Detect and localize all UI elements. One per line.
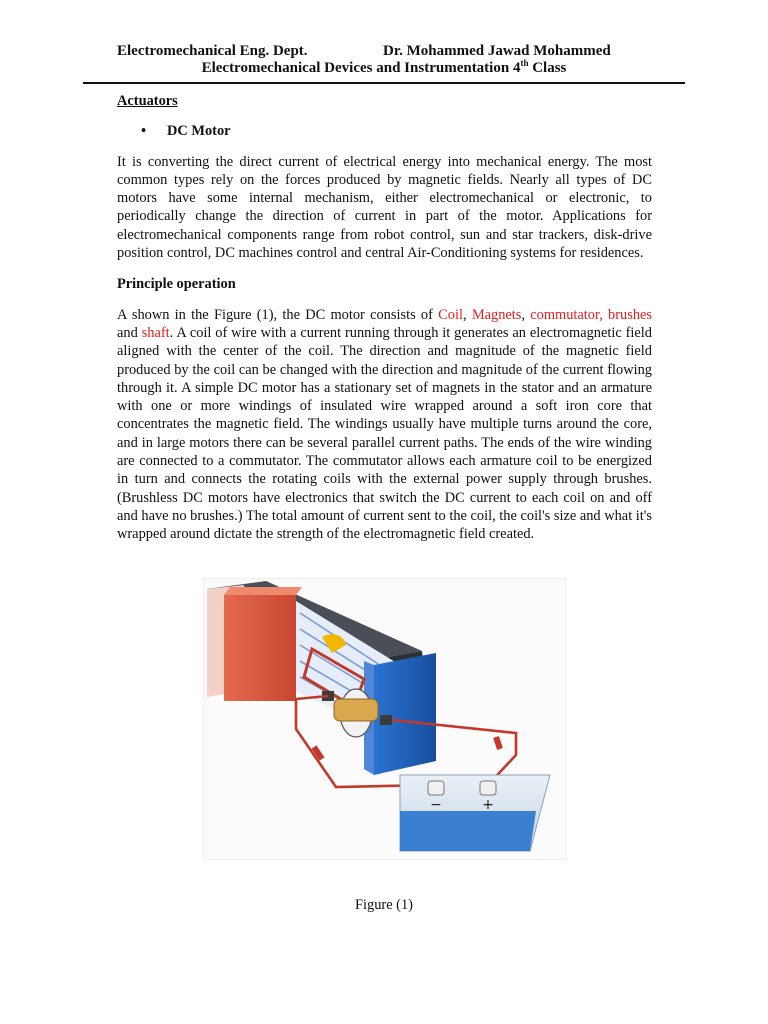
figure-caption: Figure (1) xyxy=(355,897,413,913)
course-name: Electromechanical Devices and Instrumentation 4 xyxy=(201,60,521,76)
dc-motor-figure xyxy=(203,578,566,860)
magnet-red xyxy=(224,595,296,701)
dc-motor-illustration xyxy=(204,579,565,859)
current-arrow-right xyxy=(496,737,500,749)
sep-1: , xyxy=(462,306,472,323)
term-coil: Coil xyxy=(438,306,463,323)
bullet-item xyxy=(117,122,652,140)
header-course xyxy=(0,59,768,77)
battery-plus-sign: + xyxy=(482,797,494,813)
sep-2: , xyxy=(521,306,531,323)
shaft xyxy=(334,699,378,721)
intro-paragraph: It is converting the direct current of electrical energy into mechanical energy. The most common types rely on the forces produced by magnetic fields. Nearly all types of DC motors have some internal mechanism, either electromechanical or electronic, to periodically change the direction of current in part of the motor. Applications for electromechanical components range from robot control, sun and star trackers, disk-drive position control, DC machines control and central Air-Conditioning systems for residences. xyxy=(117,153,652,262)
subsection-title: Principle operation xyxy=(117,276,236,293)
principle-paragraph xyxy=(117,306,652,544)
header-author: Dr. Mohammed Jawad Mohammed xyxy=(383,43,611,59)
term-magnets: Magnets xyxy=(471,306,522,323)
course-suffix: Class xyxy=(528,60,567,76)
document-body xyxy=(117,92,652,544)
header-department: Electromechanical Eng. Dept. xyxy=(117,43,308,59)
magnet-blue xyxy=(374,653,436,775)
principle-text-rest: . A coil of wire with a current running through it generates an electromagnetic field aligned with the center of the coil. The direction and magnitude of the magnetic field produced by the coil can be changed with the direction and magnitude of the current flowing through it. A simple DC motor has a stationary set of magnets in the stator and an armature with one or more windings of insulated wire wrapped around a soft iron core that concentrates the magnetic field. The windings usually have multiple turns around the core, and in large motors there can be several parallel current paths. The ends of the wire winding are connected to a commutator. The commutator allows each armature coil to be energized in turn and connects the rotating coils with the external power supply through brushes. (Brushless DC motors have electronics that switch the DC current to each coil on and off and have no brushes.) The total amount of current sent to the coil, the coil's size and what it's wrapped around dictate the strength of the electromagnetic field created. xyxy=(117,324,652,543)
bullet-label: DC Motor xyxy=(167,123,231,140)
course-ordinal: th xyxy=(520,58,529,68)
term-commutator-brushes: commutator, brushes xyxy=(530,306,653,323)
term-shaft: shaft xyxy=(141,324,170,341)
battery-label xyxy=(400,811,536,851)
battery-terminal-positive xyxy=(480,781,496,795)
battery-terminal-negative xyxy=(428,781,444,795)
header-rule xyxy=(83,82,685,84)
brush-right xyxy=(380,715,392,725)
principle-text-start: A shown in the Figure (1), the DC motor consists of xyxy=(117,306,439,323)
magnet-red-top xyxy=(224,587,302,595)
sep-3: and xyxy=(117,324,142,341)
battery-minus-sign: − xyxy=(430,797,442,813)
section-title: Actuators xyxy=(117,93,178,109)
bullet-dot: • xyxy=(141,123,147,140)
